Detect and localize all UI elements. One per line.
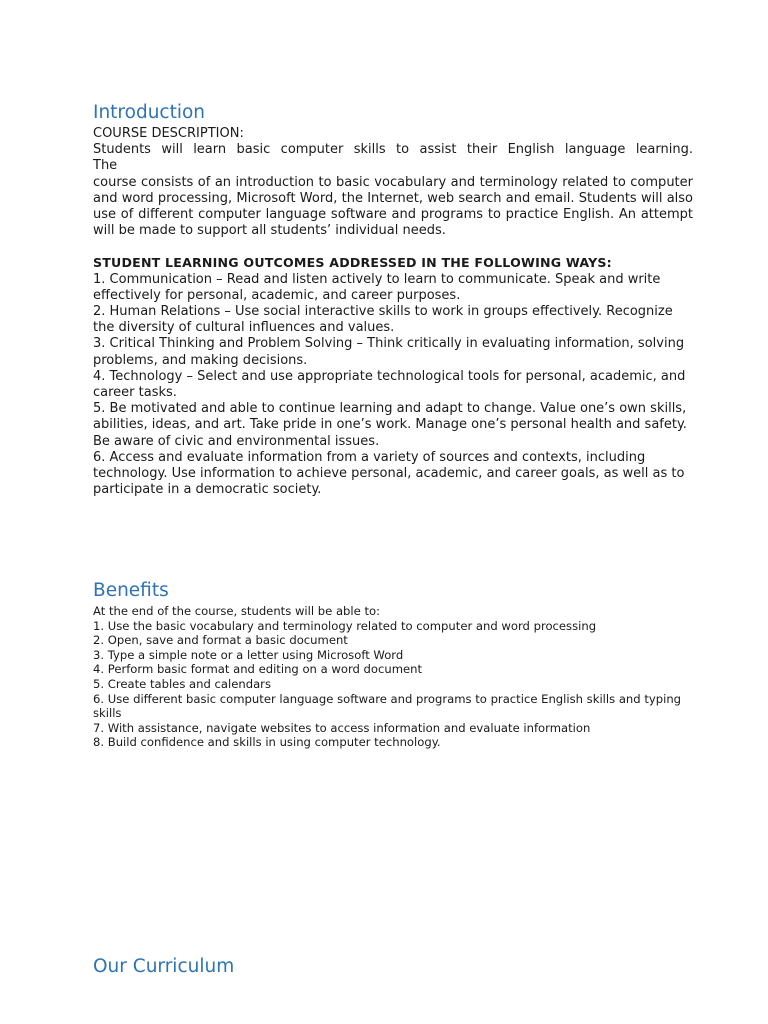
introduction-section [93,126,693,498]
outcome-item: 3. Critical Thinking and Problem Solving – Think critically in evaluating information, solving problems, and making decisions. [93,336,685,368]
benefit-item: 7. With assistance, navigate websites to access information and evaluate information [93,720,591,735]
benefits-list [93,619,693,750]
benefits-heading: Benefits [93,580,169,601]
benefit-item: 8. Build confidence and skills in using computer technology. [93,735,441,750]
outcome-item: 2. Human Relations – Use social interactive skills to work in groups effectively. Recognize the diversity of cultural influences and values. [93,304,673,336]
course-description-line-1: Students will learn basic computer skills to assist their English language learning. [93,142,693,158]
course-description-body: course consists of an introduction to basic vocabulary and terminology related to computer and word processing, Microsoft Word, the Internet, web search and email. Students will also use of different computer language software and programs to practice English. An attempt will be made to support all students’ individual needs. [93,174,693,239]
our-curriculum-heading: Our Curriculum [93,956,235,977]
course-description-line-2: The [93,158,118,174]
benefits-lead: At the end of the course, students will be able to: [93,604,380,618]
outcome-item: 4. Technology – Select and use appropriate technological tools for personal, academic, and career tasks. [93,368,686,401]
benefit-item: 2. Open, save and format a basic document [93,633,348,648]
outcome-item: 6. Access and evaluate information from a variety of sources and contexts, including technology. Use information to achieve personal, academic, and career goals, as well as to participate in a democratic society. [93,449,685,498]
course-description-label: COURSE DESCRIPTION: [93,126,244,141]
benefit-item: 3. Type a simple note or a letter using Microsoft Word [93,647,404,662]
outcome-item: 5. Be motivated and able to continue learning and adapt to change. Value one’s own skills, abilities, ideas, and art. Take pride in one’s work. Manage one’s personal health and safety. Be aware of civic and environmental issues. [93,401,687,449]
benefit-item: 1. Use the basic vocabulary and terminology related to computer and word processing [93,618,597,633]
introduction-heading: Introduction [93,102,206,123]
benefits-section [93,604,693,750]
benefit-item: 5. Create tables and calendars [93,676,271,691]
outcomes-list [93,272,693,499]
outcome-item: 1. Communication – Read and listen actively to learn to communicate. Speak and write effectively for personal, academic, and career purposes. [93,271,661,303]
benefit-item: 4. Perform basic format and editing on a word document [93,662,423,677]
benefit-item: 6. Use different basic computer language software and programs to practice English skills and typing skills [93,691,682,721]
outcomes-heading: STUDENT LEARNING OUTCOMES ADDRESSED IN THE FOLLOWING WAYS: [93,255,612,271]
